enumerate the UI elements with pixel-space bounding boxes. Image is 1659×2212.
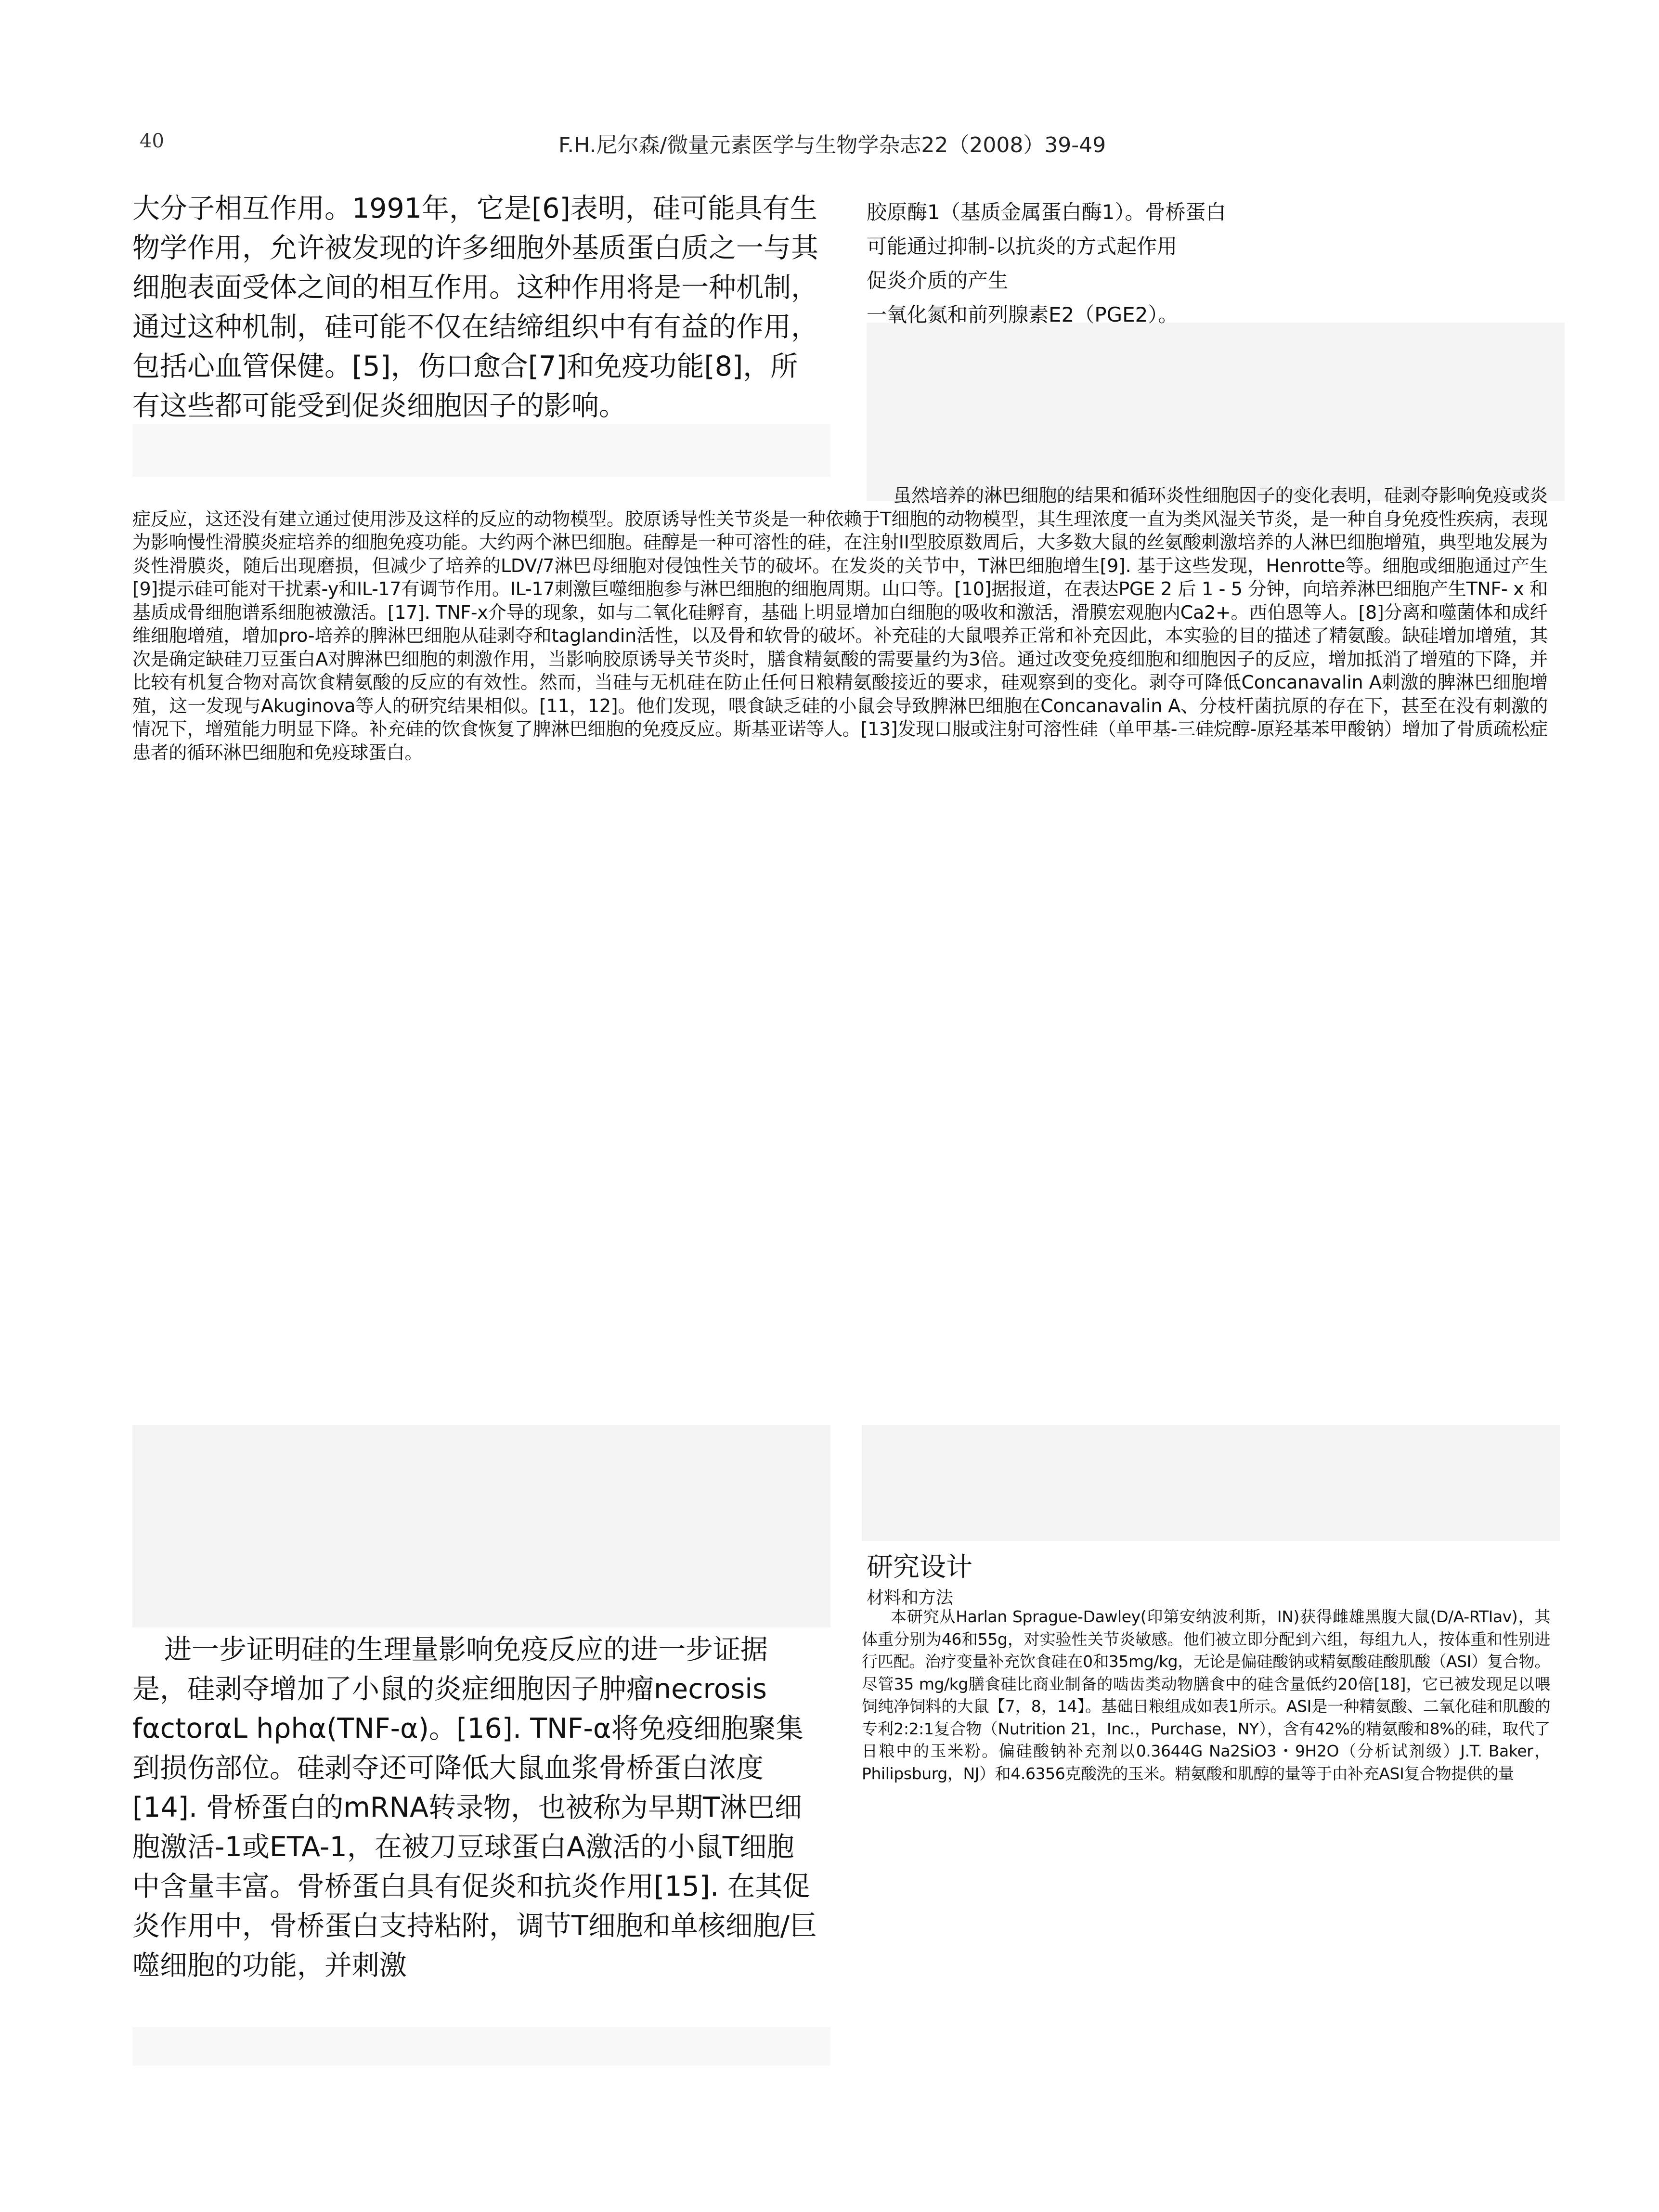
subsection-heading: 材料和方法 <box>867 1588 954 1608</box>
page-number: 40 <box>140 130 164 152</box>
scan-shade-footer-left <box>132 2027 830 2066</box>
scan-shade-top-right <box>867 323 1565 501</box>
methods-paragraph: 本研究从Harlan Sprague-Dawley(印第安纳波利斯，IN)获得雌雄黑腹大鼠(D/A-RTIav)，其体重分别为46和55g，对实验性关节炎敏感。他们被立即分配到六组，每组九人，按体重和性别进行匹配。治疗变量补充饮食硅在0和35mg/kg，无论是偏硅酸钠或精氨酸硅酸肌酸（ASI）复合物。尽管35 mg/kg膳食硅比商业制备的啮齿类动物膳食中的硅含量低约20倍[18]，它已被发现足以喂饲纯净饲料的大鼠【7，8，14】。基础日粮组成如表1所示。ASI是一种精氨酸、二氧化硅和肌酸的专利2:2:1复合物（Nutrition 21，Inc.，Purchase，NY），含有42%的精氨酸和8%的硅，取代了日粮中的玉米粉。偏硅酸钠补充剂以0.3644G Na2SiO3・9H2O（分析试剂级）J.T. Baker，Philipsburg，NJ）和4.6356克酸洗的玉米。精氨酸和肌醇的量等于由补充ASI复合物提供的量 <box>862 1607 1550 1783</box>
scan-shade-bottom-right <box>862 1425 1560 1541</box>
scan-shade-bottom-left <box>132 1425 830 1627</box>
left-column-bottom-paragraph: 进一步证明硅的生理量影响免疫反应的进一步证据是，硅剥夺增加了小鼠的炎症细胞因子肿瘤necrosis fαctorαL hρhα(TNF-α)。[16]. TNF-α将免疫细胞聚集到损伤部位。硅剥夺还可降低大鼠血浆骨桥蛋白浓度[14]. 骨桥蛋白的mRNA转录物，也被称为早期T淋巴细胞激活-1或ETA-1，在被刀豆球蛋白A激活的小鼠T细胞中含量丰富。骨桥蛋白具有促炎和抗炎作用[15]. 在其促炎作用中，骨桥蛋白支持粘附，调节T细胞和单核细胞/巨噬细胞的功能，并刺激 <box>132 1634 817 1981</box>
running-head: F.H.尼尔森/微量元素医学与生物学杂志22（2008）39-49 <box>558 133 1106 157</box>
right-column-top-line: 胶原酶1（基质金属蛋白酶1）。骨桥蛋白 <box>867 200 1226 224</box>
full-width-paragraph: 虽然培养的淋巴细胞的结果和循环炎性细胞因子的变化表明，硅剥夺影响免疫或炎症反应，这还没有建立通过使用涉及这样的反应的动物模型。胶原诱导性关节炎是一种依赖于T细胞的动物模型，其生理浓度一直为类风湿关节炎，是一种自身免疫性疾病，表现为影响慢性滑膜炎症培养的细胞免疫功能。大约两个淋巴细胞。硅醇是一种可溶性的硅，在注射II型胶原数周后，大多数大鼠的丝氨酸刺激培养的人淋巴细胞增殖，典型地发展为炎性滑膜炎，随后出现磨损，但减少了培养的LDV/7淋巴母细胞对侵蚀性关节的破坏。在发炎的关节中，T淋巴细胞增生[9]. 基于这些发现，Henrotte等。细胞或细胞通过产生[9]提示硅可能对干扰素-y和IL-17有调节作用。IL-17刺激巨噬细胞参与淋巴细胞的细胞周期。山口等。[10]据报道，在表达PGE 2 后 1 - 5 分钟，向培养淋巴细胞产生TNF- x 和基质成骨细胞谱系细胞被激活。[17]. TNF-x介导的现象，如与二氧化硅孵育，基础上明显增加白细胞的吸收和激活，滑膜宏观胞内Ca2+。西伯恩等人。[8]分离和噬菌体和成纤维细胞增殖，增加pro-培养的脾淋巴细胞从硅剥夺和taglandin活性，以及骨和软骨的破坏。补充硅的大鼠喂养正常和补充因此，本实验的目的描述了精氨酸。缺硅增加增殖，其次是确定缺硅刀豆蛋白A对脾淋巴细胞的刺激作用，当影响胶原诱导关节炎时，膳食精氨酸的需要量约为3倍。通过改变免疫细胞和细胞因子的反应，增加抵消了增殖的下降，并比较有机复合物对高饮食精氨酸的反应的有效性。然而，当硅与无机硅在防止任何日粮精氨酸接近的要求，硅观察到的变化。剥夺可降低Concanavalin A刺激的脾淋巴细胞增殖，这一发现与Akuginova等人的研究结果相似。[11，12]。他们发现，喂食缺乏硅的小鼠会导致脾淋巴细胞在Concanavalin A、分枝杆菌抗原的存在下，甚至在没有刺激的情况下，增殖能力明显下降。补充硅的饮食恢复了脾淋巴细胞的免疫反应。斯基亚诺等人。[13]发现口服或注射可溶性硅（单甲基-三硅烷醇-原羟基苯甲酸钠）增加了骨质疏松症患者的循环淋巴细胞和免疫球蛋白。 <box>132 485 1548 763</box>
section-heading: 研究设计 <box>867 1551 973 1582</box>
right-column-top-line: 一氧化氮和前列腺素E2（PGE2）。 <box>867 303 1179 326</box>
right-column-top-line: 促炎介质的产生 <box>867 269 1009 292</box>
right-column-top-paragraph <box>867 195 1348 332</box>
right-column-top-line: 可能通过抑制-以抗炎的方式起作用 <box>867 234 1178 258</box>
scan-shade-top-left <box>132 424 830 477</box>
left-column-top-paragraph: 大分子相互作用。1991年，它是[6]表明，硅可能具有生物学作用，允许被发现的许多细胞外基质蛋白质之一与其细胞表面受体之间的相互作用。这种作用将是一种机制，通过这种机制，硅可能不仅在结缔组织中有有益的作用，包括心血管保健。[5]，伤口愈合[7]和免疫功能[8]，所有这些都可能受到促炎细胞因子的影响。 <box>132 193 818 422</box>
